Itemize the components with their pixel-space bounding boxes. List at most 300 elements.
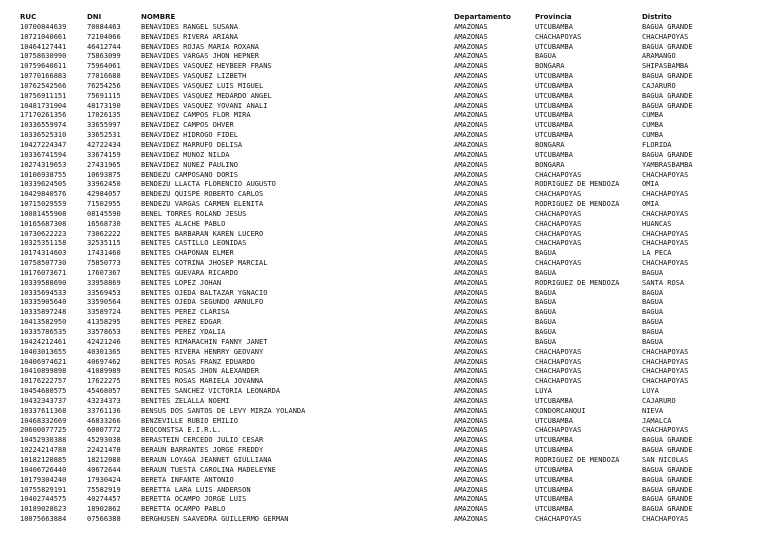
cell-departamento: AMAZONAS (454, 396, 488, 405)
cell-dni: 17431460 (87, 249, 121, 258)
cell-departamento: AMAZONAS (454, 72, 488, 81)
cell-ruc: 10700844639 (20, 22, 67, 31)
cell-provincia: UTCUBAMBA (535, 121, 573, 130)
cell-departamento: AMAZONAS (454, 131, 488, 140)
cell-ruc: 10176073671 (20, 268, 67, 277)
cell-nombre: BENITES LOPEZ JOHAN (141, 278, 222, 287)
cell-provincia: CHACHAPOYAS (535, 32, 582, 41)
table-header-row (20, 13, 752, 23)
cell-departamento: AMAZONAS (454, 150, 488, 159)
cell-provincia: UTCUBAMBA (535, 465, 573, 474)
cell-ruc: 10189028623 (20, 505, 67, 514)
cell-provincia: RODRIGUEZ DE MENDOZA (535, 180, 620, 189)
cell-distrito: BAGUA (642, 298, 664, 307)
header-dni: DNI (87, 13, 102, 21)
cell-departamento: AMAZONAS (454, 367, 488, 376)
cell-provincia: CONDORCANQUI (535, 406, 586, 415)
cell-departamento: AMAZONAS (454, 249, 488, 258)
cell-dni: 48173190 (87, 101, 121, 110)
cell-nombre: BENAVIDES VASQUEZ YOVANI ANALI (141, 101, 268, 110)
table-row (20, 180, 752, 190)
cell-departamento: AMAZONAS (454, 229, 488, 238)
cell-departamento: AMAZONAS (454, 91, 488, 100)
table-row (20, 190, 752, 200)
table-row (20, 141, 752, 151)
cell-dni: 77016688 (87, 72, 121, 81)
cell-distrito: CHACHAPOYAS (642, 209, 689, 218)
cell-ruc: 10337611368 (20, 406, 67, 415)
cell-departamento: AMAZONAS (454, 239, 488, 248)
cell-dni: 41089989 (87, 367, 121, 376)
cell-provincia: CHACHAPOYAS (535, 367, 582, 376)
cell-dni: 33578653 (87, 328, 121, 336)
cell-provincia: BAGUA (535, 52, 557, 61)
cell-provincia: BAGUA (535, 298, 557, 307)
cell-provincia: LUYA (535, 387, 552, 396)
cell-departamento: AMAZONAS (454, 190, 488, 199)
cell-nombre: BENITES GUEVARA RICARDO (141, 268, 238, 277)
cell-distrito: CHACHAPOYAS (642, 347, 689, 356)
table-row (20, 515, 752, 525)
table-row (20, 111, 752, 121)
cell-nombre: BENITES ALACHE PABLO (141, 219, 226, 228)
cell-nombre: BENAVIDES VASQUEZ HEYBEER FRANS (141, 62, 272, 71)
cell-dni: 17026135 (87, 111, 121, 120)
cell-departamento: AMAZONAS (454, 268, 488, 277)
cell-dni: 33655997 (87, 121, 121, 130)
cell-departamento: AMAZONAS (454, 160, 488, 169)
cell-distrito: CHACHAPOYAS (642, 32, 689, 41)
cell-provincia: BONGARA (535, 62, 565, 71)
cell-provincia: UTCUBAMBA (535, 396, 573, 405)
cell-dni: 75964061 (87, 62, 121, 71)
cell-ruc: 10174314603 (20, 249, 67, 258)
table-row (20, 200, 752, 210)
cell-dni: 18902862 (87, 505, 121, 514)
cell-dni: 75850773 (87, 259, 121, 268)
cell-distrito: JAMALCA (642, 416, 672, 425)
cell-provincia: BAGUA (535, 288, 557, 297)
table-row (20, 298, 752, 308)
cell-distrito: CUMBA (642, 111, 664, 120)
table-row (20, 407, 752, 417)
cell-ruc: 10274319653 (20, 160, 67, 169)
cell-departamento: AMAZONAS (454, 485, 488, 494)
cell-nombre: BERAUN TUESTA CAROLINA MADELEYNE (141, 465, 276, 474)
cell-ruc: 17170261356 (20, 111, 67, 120)
cell-nombre: BENDEZU VARGAS CARMEN ELENITA (141, 200, 264, 209)
cell-departamento: AMAZONAS (454, 475, 488, 484)
cell-departamento: AMAZONAS (454, 465, 488, 474)
cell-distrito: CHACHAPOYAS (642, 357, 689, 366)
cell-distrito: SHIPASBAMBA (642, 62, 689, 71)
cell-distrito: YAMBRASBAMBA (642, 160, 693, 169)
cell-nombre: BENITES COTRINA JHOSEP MARCIAL (141, 259, 268, 268)
cell-distrito: CHACHAPOYAS (642, 190, 689, 199)
table-row (20, 62, 752, 72)
cell-distrito: BAGUA GRANDE (642, 22, 693, 31)
cell-departamento: AMAZONAS (454, 328, 488, 336)
cell-distrito: BAGUA GRANDE (642, 72, 693, 81)
cell-departamento: AMAZONAS (454, 209, 488, 218)
cell-dni: 33962450 (87, 180, 121, 189)
cell-distrito: ARAMANGO (642, 52, 676, 61)
cell-provincia: BAGUA (535, 249, 557, 258)
cell-provincia: CHACHAPOYAS (535, 347, 582, 356)
cell-provincia: UTCUBAMBA (535, 475, 573, 484)
cell-dni: 75582919 (87, 485, 121, 494)
cell-provincia: CHACHAPOYAS (535, 170, 582, 179)
table-row (20, 239, 752, 249)
cell-ruc: 10335897248 (20, 308, 67, 317)
cell-distrito: BAGUA GRANDE (642, 446, 693, 455)
cell-nombre: BENSUS DOS SANTOS DE LEVY MIRZA YOLANDA (141, 406, 306, 415)
cell-dni: 45293038 (87, 436, 121, 445)
cell-provincia: CHACHAPOYAS (535, 357, 582, 366)
cell-distrito: CAJARURO (642, 396, 676, 405)
cell-nombre: BENAVIDEZ CAMPOS OHVER (141, 121, 234, 130)
table-row (20, 505, 752, 515)
cell-nombre: BENITES OJEDA SEGUNDO ARNULFO (141, 298, 264, 307)
cell-provincia: UTCUBAMBA (535, 81, 573, 90)
table-row (20, 466, 752, 476)
cell-ruc: 10758630990 (20, 52, 67, 61)
cell-distrito: CHACHAPOYAS (642, 377, 689, 386)
cell-dni: 22421478 (87, 446, 121, 455)
cell-dni: 32535115 (87, 239, 121, 248)
cell-provincia: UTCUBAMBA (535, 42, 573, 51)
cell-ruc: 10081455908 (20, 209, 67, 218)
cell-dni: 33589724 (87, 308, 121, 317)
cell-nombre: BENITES BARBARAN KAREN LUCERO (141, 229, 264, 238)
table-row (20, 210, 752, 220)
cell-ruc: 10427224347 (20, 140, 67, 149)
cell-dni: 33652531 (87, 131, 121, 140)
cell-provincia: RODRIGUEZ DE MENDOZA (535, 278, 620, 287)
cell-departamento: AMAZONAS (454, 121, 488, 130)
cell-distrito: CUMBA (642, 121, 664, 130)
cell-provincia: BAGUA (535, 318, 557, 327)
table-row (20, 92, 752, 102)
cell-provincia: UTCUBAMBA (535, 436, 573, 445)
cell-ruc: 10339588690 (20, 278, 67, 287)
cell-nombre: BERAUN BARRANTES JORGE FREDDY (141, 446, 264, 455)
cell-provincia: UTCUBAMBA (535, 150, 573, 159)
cell-distrito: LUYA (642, 387, 659, 396)
header-nombre: NOMBRE (141, 13, 176, 21)
cell-dni: 33674159 (87, 150, 121, 159)
cell-departamento: AMAZONAS (454, 111, 488, 120)
cell-departamento: AMAZONAS (454, 387, 488, 396)
cell-provincia: BAGUA (535, 328, 557, 336)
cell-ruc: 10335786535 (20, 328, 67, 336)
cell-dni: 18212088 (87, 455, 121, 464)
cell-ruc: 10106938755 (20, 170, 67, 179)
table-row (20, 318, 752, 328)
cell-ruc: 10406726440 (20, 465, 67, 474)
cell-nombre: BERASTEIN CERCEDO JULIO CESAR (141, 436, 264, 445)
header-ruc: RUC (20, 13, 37, 21)
cell-departamento: AMAZONAS (454, 377, 488, 386)
cell-nombre: BERETTA OCAMPO JORGE LUIS (141, 495, 247, 504)
cell-ruc: 10403013655 (20, 347, 67, 356)
cell-dni: 70084463 (87, 22, 121, 31)
cell-distrito: CHACHAPOYAS (642, 259, 689, 268)
table-row (20, 446, 752, 456)
cell-nombre: BENITES CHAPOÑAN ELMER (141, 249, 234, 258)
table-row (20, 151, 752, 161)
cell-dni: 72104066 (87, 32, 121, 41)
cell-ruc: 10755829191 (20, 485, 67, 494)
cell-provincia: CHACHAPOYAS (535, 515, 582, 524)
cell-dni: 42421246 (87, 337, 121, 346)
cell-departamento: AMAZONAS (454, 416, 488, 425)
cell-dni: 76254256 (87, 81, 121, 90)
cell-departamento: AMAZONAS (454, 170, 488, 179)
table-row (20, 289, 752, 299)
cell-dni: 75863099 (87, 52, 121, 61)
cell-nombre: BERETA INFANTE ANTONIO (141, 475, 234, 484)
table-body (20, 23, 752, 525)
cell-nombre: BENITES RIMARACHIN FANNY JANET (141, 337, 268, 346)
cell-distrito: BAGUA GRANDE (642, 436, 693, 445)
cell-provincia: CHACHAPOYAS (535, 239, 582, 248)
cell-ruc: 10336559974 (20, 121, 67, 130)
cell-provincia: CHACHAPOYAS (535, 426, 582, 435)
cell-dni: 33958869 (87, 278, 121, 287)
cell-nombre: BENITES ROSAS JHON ALEXANDER (141, 367, 260, 376)
cell-nombre: BENAVIDEZ HIDROGO FIDEL (141, 131, 238, 140)
table-row (20, 308, 752, 318)
cell-ruc: 10481731904 (20, 101, 67, 110)
cell-provincia: UTCUBAMBA (535, 101, 573, 110)
cell-nombre: BENITES OJEDA BALTAZAR YGNACIO (141, 288, 268, 297)
cell-departamento: AMAZONAS (454, 436, 488, 445)
table-row (20, 82, 752, 92)
cell-provincia: BAGUA (535, 337, 557, 346)
table-row (20, 131, 752, 141)
cell-nombre: BENITES PEREZ YDALIA (141, 328, 226, 336)
table-row (20, 220, 752, 230)
cell-provincia: UTCUBAMBA (535, 111, 573, 120)
cell-distrito: BAGUA (642, 288, 664, 297)
cell-ruc: 10758507730 (20, 259, 67, 268)
cell-nombre: BENITES ZELALLA NOEMI (141, 396, 230, 405)
table-row (20, 102, 752, 112)
table-row (20, 121, 752, 131)
cell-nombre: BENAVIDES RANGEL SUSANA (141, 22, 238, 31)
table-row (20, 436, 752, 446)
table-row (20, 33, 752, 43)
cell-distrito: BAGUA (642, 308, 664, 317)
cell-departamento: AMAZONAS (454, 318, 488, 327)
cell-distrito: BAGUA (642, 328, 664, 336)
cell-ruc: 10454680575 (20, 387, 67, 396)
cell-dni: 17607367 (87, 268, 121, 277)
contributors-table (20, 13, 752, 525)
header-distrito: Distrito (642, 13, 672, 21)
cell-provincia: CHACHAPOYAS (535, 259, 582, 268)
table-row (20, 397, 752, 407)
cell-nombre: BERAUN LOYAGA JEANNET GIULLIANA (141, 455, 272, 464)
cell-ruc: 10770166883 (20, 72, 67, 81)
cell-nombre: BERGHUSEN SAAVEDRA GUILLERMO GERMAN (141, 515, 289, 524)
cell-nombre: BENZEVILLE RUBIO EMILIO (141, 416, 238, 425)
table-row (20, 23, 752, 33)
cell-dni: 46833266 (87, 416, 121, 425)
cell-departamento: AMAZONAS (454, 62, 488, 71)
cell-distrito: BAGUA GRANDE (642, 465, 693, 474)
table-row (20, 43, 752, 53)
cell-dni: 40301365 (87, 347, 121, 356)
cell-ruc: 10429840576 (20, 190, 67, 199)
cell-provincia: RODRIGUEZ DE MENDOZA (535, 200, 620, 209)
cell-ruc: 10410899898 (20, 367, 67, 376)
cell-distrito: BAGUA GRANDE (642, 475, 693, 484)
cell-dni: 16568730 (87, 219, 121, 228)
cell-nombre: BENAVIDES VASQUEZ LUIS MIGUEL (141, 81, 264, 90)
cell-dni: 73062222 (87, 229, 121, 238)
cell-departamento: AMAZONAS (454, 52, 488, 61)
cell-distrito: CHACHAPOYAS (642, 367, 689, 376)
cell-provincia: UTCUBAMBA (535, 495, 573, 504)
cell-dni: 10693875 (87, 170, 121, 179)
cell-departamento: AMAZONAS (454, 101, 488, 110)
cell-distrito: BAGUA GRANDE (642, 505, 693, 514)
cell-ruc: 10468332669 (20, 416, 67, 425)
table-row (20, 476, 752, 486)
cell-departamento: AMAZONAS (454, 22, 488, 31)
cell-ruc: 10406974621 (20, 357, 67, 366)
cell-ruc: 10336525310 (20, 131, 67, 140)
cell-departamento: AMAZONAS (454, 288, 488, 297)
cell-provincia: UTCUBAMBA (535, 416, 573, 425)
cell-provincia: BAGUA (535, 308, 557, 317)
cell-nombre: BENAVIDEZ NUÑEZ PAULINO (141, 160, 238, 169)
table-row (20, 230, 752, 240)
cell-distrito: BAGUA GRANDE (642, 101, 693, 110)
cell-ruc: 10224214788 (20, 446, 67, 455)
cell-dni: 40697462 (87, 357, 121, 366)
cell-dni: 07566388 (87, 515, 121, 524)
cell-dni: 40672644 (87, 465, 121, 474)
cell-distrito: OMIA (642, 180, 659, 189)
cell-provincia: RODRIGUEZ DE MENDOZA (535, 455, 620, 464)
cell-departamento: AMAZONAS (454, 219, 488, 228)
cell-dni: 75691115 (87, 91, 121, 100)
cell-nombre: BENITES ROSAS FRANZ EDUARDO (141, 357, 255, 366)
cell-departamento: AMAZONAS (454, 32, 488, 41)
table-row (20, 377, 752, 387)
cell-distrito: BAGUA GRANDE (642, 42, 693, 51)
cell-distrito: CUMBA (642, 131, 664, 140)
table-row (20, 358, 752, 368)
cell-departamento: AMAZONAS (454, 298, 488, 307)
cell-nombre: BENAVIDES RIVERA ARIANA (141, 32, 238, 41)
cell-ruc: 10730622223 (20, 229, 67, 238)
cell-ruc: 10762542566 (20, 81, 67, 90)
table-row (20, 387, 752, 397)
cell-distrito: OMIA (642, 200, 659, 209)
table-row (20, 259, 752, 269)
cell-distrito: BAGUA (642, 318, 664, 327)
cell-departamento: AMAZONAS (454, 337, 488, 346)
cell-ruc: 10176222757 (20, 377, 67, 386)
cell-dni: 43234373 (87, 396, 121, 405)
cell-dni: 71502955 (87, 200, 121, 209)
cell-nombre: BENITES SANCHEZ VICTORIA LEONARDA (141, 387, 281, 396)
cell-provincia: CHACHAPOYAS (535, 219, 582, 228)
cell-distrito: CHACHAPOYAS (642, 426, 689, 435)
cell-departamento: AMAZONAS (454, 446, 488, 455)
cell-departamento: AMAZONAS (454, 140, 488, 149)
cell-ruc: 10432343737 (20, 396, 67, 405)
cell-distrito: FLORIDA (642, 140, 672, 149)
cell-dni: 08145590 (87, 209, 121, 218)
cell-ruc: 10075663884 (20, 515, 67, 524)
cell-nombre: BENAVIDES ROJAS MARIA ROXANA (141, 42, 260, 51)
cell-nombre: BENAVIDES VASQUEZ MEDARDO ANGEL (141, 91, 272, 100)
cell-nombre: BENEL TORRES ROLAND JESUS (141, 209, 247, 218)
cell-ruc: 10452930388 (20, 436, 67, 445)
cell-dni: 41358295 (87, 318, 121, 327)
cell-ruc: 10464127441 (20, 42, 67, 51)
cell-distrito: NIEVA (642, 406, 664, 415)
cell-dni: 42984057 (87, 190, 121, 199)
table-row (20, 72, 752, 82)
cell-ruc: 10756911151 (20, 91, 67, 100)
cell-dni: 27431965 (87, 160, 121, 169)
cell-provincia: UTCUBAMBA (535, 485, 573, 494)
cell-nombre: BENDEZU LLACTA FLORENCIO AUGUSTO (141, 180, 276, 189)
cell-nombre: BENAVIDES VARGAS JHON HEPNER (141, 52, 260, 61)
cell-distrito: CHACHAPOYAS (642, 170, 689, 179)
table-row (20, 52, 752, 62)
cell-provincia: UTCUBAMBA (535, 505, 573, 514)
cell-departamento: AMAZONAS (454, 455, 488, 464)
cell-provincia: UTCUBAMBA (535, 446, 573, 455)
table-row (20, 426, 752, 436)
table-row (20, 417, 752, 427)
cell-departamento: AMAZONAS (454, 278, 488, 287)
cell-departamento: AMAZONAS (454, 180, 488, 189)
cell-ruc: 10424212461 (20, 337, 67, 346)
cell-dni: 42722434 (87, 140, 121, 149)
cell-distrito: CAJARURO (642, 81, 676, 90)
cell-departamento: AMAZONAS (454, 357, 488, 366)
cell-nombre: BENITES PEREZ EDGAR (141, 318, 222, 327)
cell-ruc: 10759640611 (20, 62, 67, 71)
cell-provincia: UTCUBAMBA (535, 22, 573, 31)
cell-distrito: LA PECA (642, 249, 672, 258)
cell-distrito: CHACHAPOYAS (642, 239, 689, 248)
cell-distrito: CHACHAPOYAS (642, 515, 689, 524)
cell-dni: 45468057 (87, 387, 121, 396)
table-row (20, 161, 752, 171)
cell-distrito: SAN NICOLAS (642, 455, 689, 464)
cell-provincia: BONGARA (535, 160, 565, 169)
table-row (20, 249, 752, 259)
cell-nombre: BENAVIDEZ MARRUFO DELISA (141, 140, 243, 149)
cell-ruc: 10402744575 (20, 495, 67, 504)
cell-distrito: SANTA ROSA (642, 278, 685, 287)
cell-departamento: AMAZONAS (454, 495, 488, 504)
cell-dni: 17622275 (87, 377, 121, 386)
cell-nombre: BERETTA OCAMPO PABLO (141, 505, 226, 514)
table-row (20, 486, 752, 496)
cell-distrito: BAGUA (642, 337, 664, 346)
cell-nombre: BENITES CASTILLO LEONIDAS (141, 239, 247, 248)
